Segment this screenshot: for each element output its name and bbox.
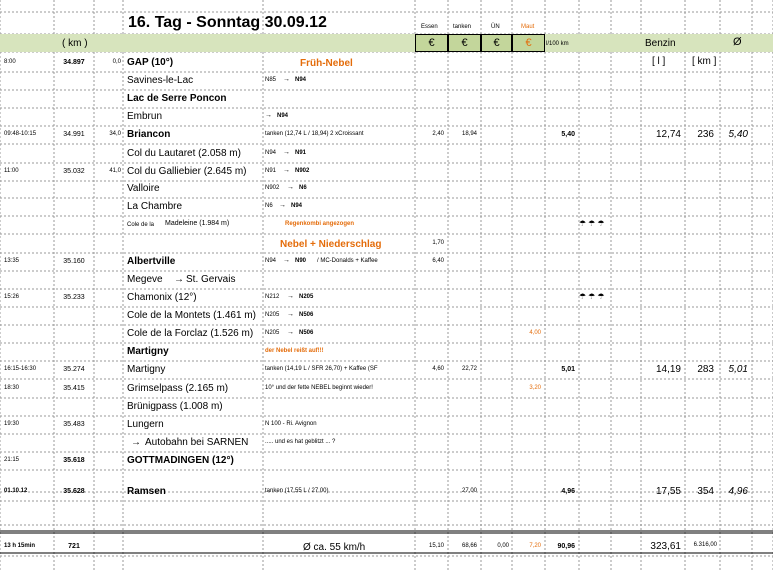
arrow-icon: → [283,257,290,264]
place-cell: Valloire [127,183,160,194]
uen-cell: 0,00 [497,543,509,549]
note-cell: ..... und es hat geblitzt ... ? [265,439,336,445]
note-cell: tanken (17,55 L / 27,00) [265,488,329,494]
route-from: N205 [265,330,280,336]
route-to: N94 [277,113,289,119]
route-to: N506 [299,330,314,336]
distance-cell: 34,0 [109,131,121,137]
route-note: / MC-Donalds + Kaffee [317,258,378,264]
route-from: N94 [265,150,277,156]
header-tanken: tanken [453,24,472,30]
place-cell: Brünigpass (1.008 m) [127,401,223,412]
arrow-icon: → [283,149,290,156]
page-title: 16. Tag - Sonntag 30.09.12 [128,14,327,31]
place-cell: Martigny [127,364,166,375]
liter-cell: 12,74 [655,129,681,140]
place-cell: Ramsen [127,486,166,497]
time-cell: 11:00 [4,168,19,174]
route-from: N212 [265,294,280,300]
route-to: N94 [291,203,303,209]
maut-cell: 3,20 [529,385,541,391]
route-to: N506 [299,312,314,318]
place-cell: GOTTMADINGEN (12°) [127,455,234,466]
place-cell: Briancon [127,129,171,140]
euro-maut: € [512,34,545,52]
km-cell: 34.897 [63,59,85,66]
km-cell: 35.628 [63,488,85,495]
place-cell: Col du Galliebier (2.645 m) [127,166,247,177]
route-to: N6 [299,185,307,191]
time-cell: 19:30 [4,421,20,427]
tanken-cell: 68,66 [461,543,477,549]
time-cell: 18:30 [4,385,20,391]
note-cell: 10° und der fette NEBEL beginnt wieder! [265,385,373,391]
distance-cell: 0,0 [112,59,121,65]
rain-icon: ☂☂☂ [579,292,607,301]
route-from: N205 [265,312,280,318]
time-cell: 21:15 [4,457,20,463]
km-cell: 34.991 [63,131,85,138]
header-km: ( km ) [62,38,88,49]
place-cell: Madeleine (1.984 m) [165,220,230,227]
tanken-cell: 27,00 [461,488,477,494]
arrow-icon: → [287,184,294,191]
note-cell: der Nebel reißt auf!!! [265,348,324,354]
rain-icon: ☂☂☂ [579,219,607,228]
arrow-icon: → [287,311,294,318]
note-cell: Früh-Nebel [300,58,353,69]
average-cell: 5,40 [728,129,748,140]
km-cell: 35.160 [63,258,85,265]
note-cell: Regenkombi angezogen [285,221,355,227]
route-from: N902 [265,185,280,191]
l100-cell: 4,96 [561,488,575,495]
arrow-icon: → [131,437,141,448]
route-to: N205 [299,294,314,300]
time-cell: 01.10.12 [4,488,28,494]
maut-cell: 4,00 [529,330,541,336]
euro-tanken: € [448,34,481,52]
note-cell: Nebel + Niederschlag [280,239,382,250]
km-cell: 35.415 [63,385,85,392]
km-cell: 35.483 [63,421,85,428]
time-cell: 13:35 [4,258,20,264]
place-cell: Col du Lautaret (2.058 m) [127,148,241,159]
liter-cell: 14,19 [655,364,681,375]
note-cell: Ø ca. 55 km/h [303,542,366,553]
km-cell: 721 [68,543,80,550]
euro-essen: € [415,34,448,52]
average-cell: 4,96 [728,486,748,497]
route-to: N90 [295,258,307,264]
l100-cell: 90,96 [557,543,575,550]
arrow-icon: → [283,167,290,174]
essen-cell: 4,60 [432,366,444,372]
place-cell: Cole de la Forclaz (1.526 m) [127,328,254,339]
l100-cell: 5,01 [561,366,575,373]
header-liter: [ l ] [652,56,666,67]
route-to: N94 [295,77,307,83]
route-from: N94 [265,258,277,264]
place-cell: Megeve [127,274,163,285]
place-cell: Cole de la Montets (1.461 m) [127,310,256,321]
time-cell: 15:26 [4,294,20,300]
note-cell: tanken (12,74 L / 18,94) 2 xCroissant [265,131,364,137]
time-cell: 09:48-10:15 [4,131,37,137]
time-cell: 13 h 15min [4,543,36,549]
place-cell: Lungern [127,419,164,430]
place-cell: Autobahn bei SARNEN [145,437,249,448]
km-cell: 35.274 [63,366,85,373]
arrow-icon: → [265,112,272,119]
essen-cell: 2,40 [432,131,444,137]
note-cell: N 100 - Ri. Avignon [265,421,317,427]
essen-cell: 15,10 [428,543,444,549]
place-cell: GAP (10°) [127,57,174,68]
header-maut: Maut [521,24,535,30]
essen-cell: 6,40 [432,258,444,264]
arrow-icon: → [287,329,294,336]
distance-cell: 41,0 [109,168,121,174]
header-benzin: Benzin [645,38,676,49]
header-km-bracket: [ km ] [692,56,717,67]
place-cell: Lac de Serre Poncon [127,93,227,104]
place-cell: Martigny [127,346,169,357]
l100-cell: 5,40 [561,131,575,138]
time-cell: 16:15-16:30 [4,366,37,372]
arrow-icon: → [283,76,290,83]
tanken-cell: 18,94 [461,131,477,137]
route-from: N85 [265,77,277,83]
header-avg: Ø [733,36,742,48]
header-per100: l/100 km [546,41,569,47]
route-from: N6 [265,203,273,209]
note-cell: tanken (14,19 L / SFR 26,70) + Kaffee (SF [265,366,378,372]
place-secondary: St. Gervais [186,274,236,285]
liter-cell: 323,61 [650,541,681,552]
km-value-cell: 283 [697,364,714,375]
place-cell: Savines-le-Lac [127,75,194,86]
arrow-icon: → [174,274,184,285]
arrow-icon: → [287,293,294,300]
place-cell: Albertville [127,256,176,267]
tanken-cell: 22,72 [461,366,477,372]
essen-cell: 1,70 [432,240,444,246]
km-value-cell: 6.316,00 [693,542,717,548]
liter-cell: 17,55 [655,486,681,497]
km-value-cell: 236 [697,129,714,140]
km-value-cell: 354 [697,486,714,497]
time-cell: 8:00 [4,59,16,65]
route-from: N91 [265,168,277,174]
place-cell: Embrun [127,111,163,122]
header-uen: ÜN [491,24,500,30]
place-cell: Chamonix (12°) [127,292,197,303]
place-cell: Grimselpass (2.165 m) [127,383,229,394]
km-cell: 35.032 [63,168,85,175]
arrow-icon: → [279,202,286,209]
km-cell: 35.618 [63,457,85,464]
place-prefix: Cole de la [127,222,155,228]
km-cell: 35.233 [63,294,85,301]
euro-uen: € [481,34,512,52]
header-essen: Essen [421,24,438,30]
maut-cell: 7,20 [529,543,541,549]
route-to: N91 [295,150,307,156]
place-cell: La Chambre [127,201,183,212]
average-cell: 5,01 [728,364,748,375]
route-to: N902 [295,168,310,174]
